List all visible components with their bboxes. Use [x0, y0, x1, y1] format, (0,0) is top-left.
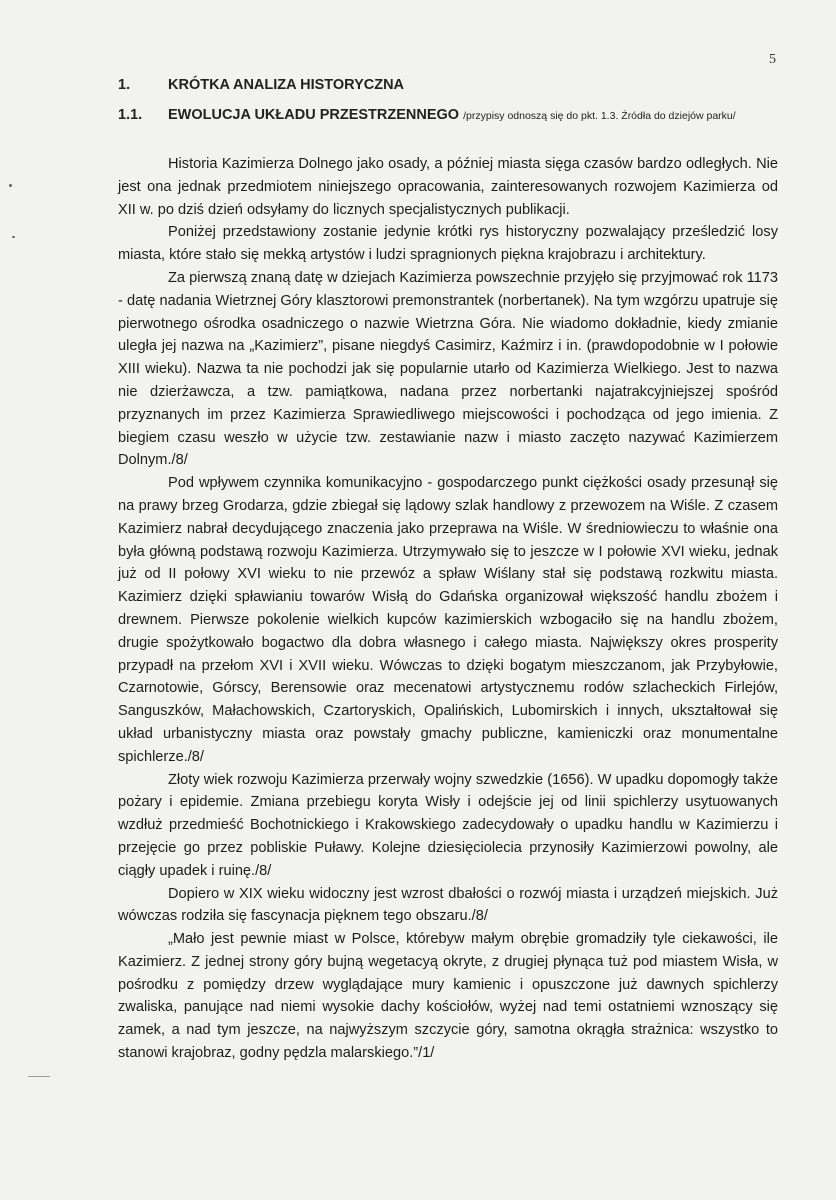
section-title: KRÓTKA ANALIZA HISTORYCZNA	[168, 77, 405, 93]
subsection-number: 1.1.	[118, 107, 143, 123]
scan-speck	[12, 236, 15, 238]
paragraph: Dopiero w XIX wieku widoczny jest wzrost dbałości o rozwój miasta i urządzeń miejskich. Już wówczas rodziła się fascynacja pięknem tego obszaru./8/	[118, 885, 778, 925]
scan-speck	[28, 1076, 50, 1077]
paragraph: Historia Kazimierza Dolnego jako osady, a później miasta sięga czasów bardzo odległych. Nie jest ona jednak przedmiotem niniejszego opracowania, zainteresowanych rozwojem Kazimierza od XII w. po dziś dzień odsyłamy do licznych specjalistycznych publikacji.	[118, 156, 778, 218]
paragraph: Złoty wiek rozwoju Kazimierza przerwały wojny szwedzkie (1656). W upadku dopomogły także pożary i epidemie. Zmiana przebiegu koryta Wisły i odejście jej od linii spichlerzy usytuowanych wzdłuż przedmieść Bochotnickiego i Krakowskiego zadecydowały o upadku handlu w Kazimierzu i przejęcie go przez pobliskie Puławy. Kolejne dziesięciolecia przynosiły Kazimierzowi powolny, ale ciągły upadek i ruinę./8/	[118, 771, 778, 879]
paragraph: Poniżej przedstawiony zostanie jedynie krótki rys historyczny pozwalający prześledzić losy miasta, które stało się mekką artystów i ludzi spragnionych piękna krajobrazu i architektury.	[118, 224, 778, 264]
subsection-heading	[118, 107, 736, 123]
paragraph: Za pierwszą znaną datę w dziejach Kazimierza powszechnie przyjęło się przyjmować rok 1173 - datę nadania Wietrznej Góry klasztorowi premonstrantek (norbertanek). Na tym wzgórzu upatruje się pierwotnego ośrodka osadniczego o nazwie Wietrzna Góra. Nie wiadomo dokładnie, kiedy zmianie uległa jej nazwa na „Kazimierz”, pisane niegdyś Casimirz, Kaźmirz i in. (prawdopodobnie w I połowie XIII wieku). Nazwa ta nie pochodzi jak się popularnie utarło od Kazimierza Wielkiego. Jest to nazwa nie dzierżawcza, a tzw. pamiątkowa, nadana przez norbertanki najatrakcyjniejszej spośród przyznanych im przez Kazimierza Sprawiedliwego miejscowości i pochodząca od jego imienia. Z biegiem czasu weszło w użycie tzw. zestawianie nazw i miasto zaczęto nazywać Kazimierzem Dolnym./8/	[118, 269, 778, 469]
subsection-footnote-note: /przypisy odnoszą się do pkt. 1.3. Źródła do dziejów parku/	[463, 110, 736, 122]
subsection-title: EWOLUCJA UKŁADU PRZESTRZENNEGO	[168, 107, 460, 123]
scan-speck	[9, 184, 12, 187]
page-number: 5	[769, 52, 776, 67]
section-number: 1.	[118, 77, 131, 93]
paragraph: „Mało jest pewnie miast w Polsce, którebyw małym obrębie gromadziły tyle ciekawości, ile Kazimierz. Z jednej strony góry bujną wegetacyą okryte, z drugiej płynąca tuż pod miastem Wisła, w pośrodku z pomiędzy drzew wyglądające mury kamienic i opuszczone już dawnych spichlerzy zwaliska, panujące nad niemi wysokie dachy kościołów, wyżej nad temi ostatniemi wznoszący się zamek, a nad tym jeszcze, na najwyższym szczycie góry, samotna okrągła strażnica: wszystko to stanowi krajobraz, godny pędzla malarskiego.”/1/	[118, 931, 778, 1062]
body-text	[118, 153, 778, 1065]
section-heading	[118, 77, 404, 93]
paragraph: Pod wpływem czynnika komunikacyjno - gospodarczego punkt ciężkości osady przesunął się na prawy brzeg Grodarza, gdzie zbiegał się lądowy szlak handlowy z przewozem na Wiśle. Z czasem Kazimierz nabrał decydującego znaczenia jako przeprawa na Wiśle. W średniowieczu to właśnie ona była główną podstawą rozwoju Kazimierza. Utrzymywało się to jeszcze w I połowie XVI wieku, jednak już od II połowy XVI wieku to nie przewóz a spław Wiślany stał się podstawą rozkwitu miasta. Kazimierz dzięki spławianiu towarów Wisłą do Gdańska organizował większość handlu zbożem i drewnem. Pierwsze pokolenie wielkich kupców kazimierskich wzbogaciło się na handlu zbożem, drugie spożytkowało bogactwo dla dobra własnego i całego miasta. Największy okres prosperity przypadł na przełom XVI i XVII wieku. Wówczas to dzięki bogatym mieszczanom, jak Przybyłowie, Czarnotowie, Górscy, Berensowie oraz mecenatowi artystycznemu rodów szlacheckich Firlejów, Sanguszków, Małachowskich, Czartoryskich, Opalińskich, Lubomirskich i innych, ukształtował się układ urbanistyczny miasta oraz powstały gmachy publiczne, kamieniczki oraz monumentalne spichlerze./8/	[118, 475, 778, 765]
